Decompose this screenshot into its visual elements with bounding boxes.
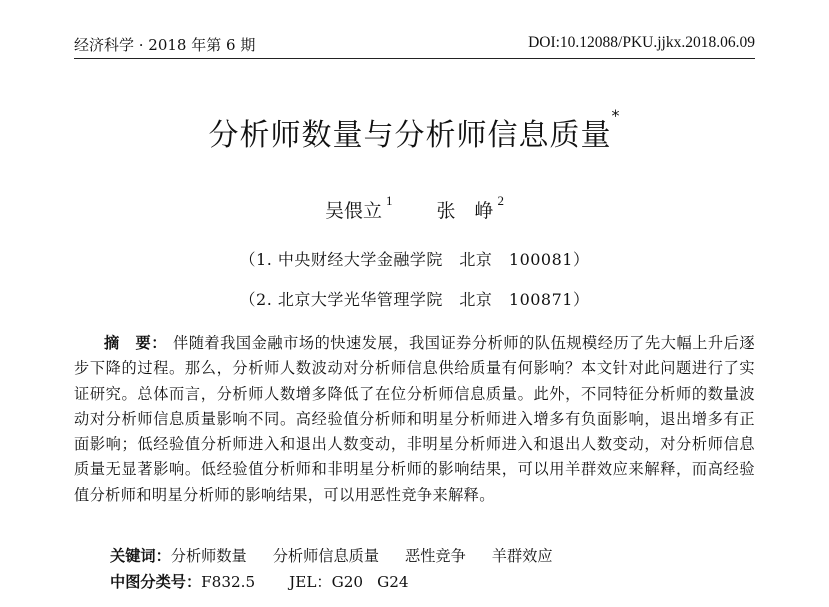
abstract [74, 331, 755, 508]
author-list [0, 193, 829, 223]
running-header [74, 34, 755, 58]
classification-line [110, 571, 409, 592]
jel-code-2: G24 [377, 573, 409, 591]
paper-title-text: 分析师数量与分析师信息质量 [208, 118, 612, 153]
keyword-1: 分析师数量 [170, 547, 247, 565]
author-1-affil-mark: 1 [385, 193, 393, 208]
affiliation-2: （2. 北京大学光华管理学院 北京 100871） [239, 290, 590, 309]
keyword-3: 恶性竞争 [405, 547, 466, 565]
abstract-label: 摘 要： [104, 334, 167, 352]
paper-title [0, 106, 829, 154]
clc-label: 中图分类号： [110, 573, 202, 591]
header-divider [74, 58, 755, 59]
author-2 [436, 193, 505, 223]
author-2-affil-mark: 2 [497, 193, 505, 208]
author-1 [324, 193, 393, 223]
keywords-line [110, 545, 553, 566]
author-1-name: 吴偎立 [324, 200, 382, 222]
keyword-4: 羊群效应 [491, 547, 553, 565]
keywords-label: 关键词： [110, 547, 171, 565]
doi-label[interactable]: DOI:10.12088/PKU.jjkx.2018.06.09 [528, 34, 755, 51]
author-2-name: 张 峥 [436, 200, 494, 222]
jel-code-1: G20 [331, 573, 364, 591]
keyword-2: 分析师信息质量 [272, 547, 379, 565]
clc-code: F832.5 [201, 573, 256, 591]
title-footnote-mark[interactable]: * [611, 106, 621, 125]
affiliation-1: （1. 中央财经大学金融学院 北京 100081） [239, 250, 590, 269]
journal-issue: 经济科学 · 2018 年第 6 期 [74, 36, 256, 54]
abstract-text: 伴随着我国金融市场的快速发展，我国证券分析师的队伍规模经历了先大幅上升后逐步下降的过程。那么，分析师人数波动对分析师信息供给质量有何影响？本文针对此问题进行了实证研究。总体而言，分析师人数增多降低了在位分析师信息质量。此外，不同特征分析师的数量波动对分析师信息质量影响不同。高经验值分析师和明星分析师进入增多有负面影响，退出增多有正面影响；低经验值分析师进入和退出人数变动，非明星分析师进入和退出人数变动，对分析师信息质量无显著影响。低经验值分析师和非明星分析师的影响结果，可以用羊群效应来解释，而高经验值分析师和明星分析师的影响结果，可以用恶性竞争来解释。 [74, 334, 755, 504]
jel-label: JEL： [289, 573, 332, 591]
